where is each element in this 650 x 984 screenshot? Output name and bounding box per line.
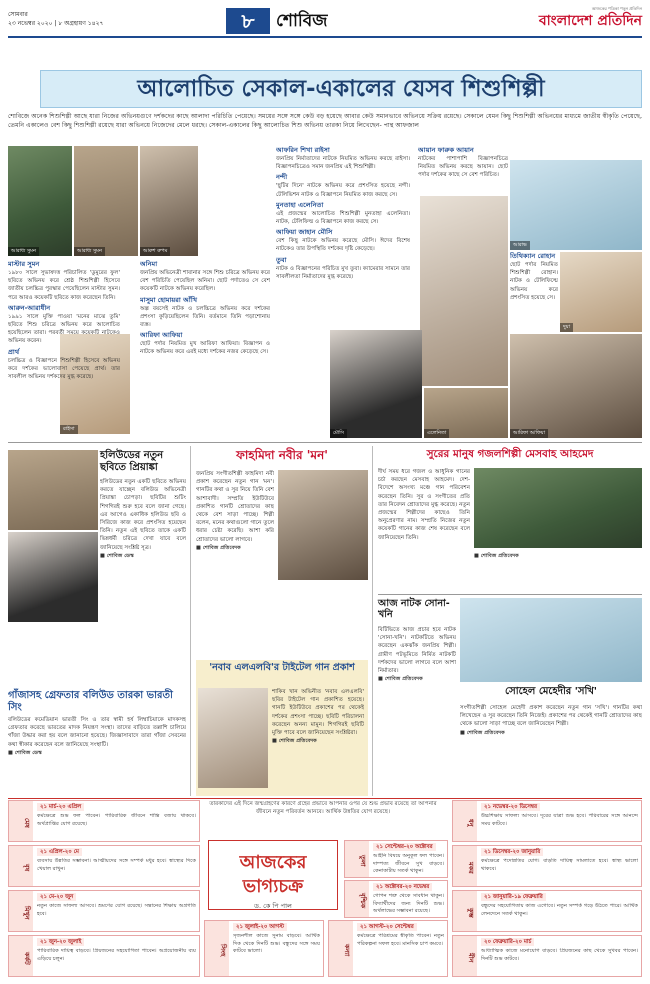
story-headline: গাঁজাসহ গ্রেফতার বলিউড তারকা ভারতী সিং — [8, 690, 173, 713]
divider — [8, 442, 642, 443]
story-body — [100, 478, 186, 678]
lead-headline-banner — [40, 70, 642, 108]
sign-date: ২১ জানুয়ারি-১৯ ফেব্রুয়ারি — [481, 893, 546, 901]
subhead: মুনতাহা এলেনিতা — [276, 200, 324, 209]
photo-caption: আরুশ রুপম — [140, 247, 170, 256]
weekday: সোমবার — [8, 11, 28, 18]
section-name: শোবিজ — [276, 11, 328, 31]
paragraph: ১৯৯১ সালে মুক্তি পাওয়া 'মনের মাঝে তুমি' ছবিতে শিশু চরিত্রে অভিনয় করে আলোচিত হয়েছিলেন তারা। পরবর্তী সময়ে কয়েকটি নাটকেও অভিনয় করেন। — [8, 313, 120, 345]
sign-name: বৃশ্চিক — [345, 881, 369, 917]
horoscope-title-box — [208, 840, 338, 910]
subhead: প্রার্থ — [8, 347, 20, 356]
horoscope-author: ড. কে পি পাল — [254, 902, 292, 910]
sign-text: নতুন কাজে সাফল্য আসবে। ভ্রমণের যোগ রয়েছে। সন্তানের শিক্ষায় অগ্রগতি হবে। — [37, 903, 196, 917]
photo-child-actor — [560, 252, 642, 332]
paragraph: জনপ্রিয় অভিনেত্রী শাবানার সঙ্গে শিশু চরিত্রে অভিনয় করে বেশ পরিচিতি পেয়েছিল অনিমা। ছোট পর্দাতেও সে বেশ কয়েকটি নাটকে অভিনয় করেছিল। — [140, 270, 270, 293]
paragraph: দীর্ঘ সময় ধরে গজল ও আধুনিক গানের চর্চা করছেন মেসবাহ আহমেদ। দেশ-বিদেশে অসংখ্য মঞ্চে গান পরিবেশন করেছেন তিনি। সুর ও সংগীতের প্রতি তার নিবেদন শ্রোতাদের মুগ্ধ করেছে। নতুন প্রজন্মের শিল্পীদের কাছেও তিনি অনুপ্রেরণার নাম। সম্প্রতি নিজের নতুন কয়েকটি গানের কাজ শেষ করেছেন বলে জানিয়েছেন তিনি। — [378, 469, 470, 541]
horoscope-card — [344, 840, 448, 878]
photo-caption: এলেনিতা — [424, 429, 449, 438]
date-block — [8, 10, 103, 28]
lead-column-5 — [510, 252, 558, 332]
horoscope-card — [8, 890, 200, 932]
photo-child-actor — [74, 146, 138, 256]
sign-text: কর্মক্ষেত্রে পরিশ্রমের স্বীকৃতি পাবেন। নতুন পরিকল্পনা সফল হবে। মানসিক চাপ কমবে। — [357, 933, 444, 947]
sign-text: কর্মক্ষেত্রে শুভ ফল পাবেন। পারিবারিক জীবনে শান্তি বজায় থাকবে। অর্থপ্রাপ্তির যোগ রয়েছে। — [37, 813, 196, 827]
story-body — [460, 704, 642, 796]
divider — [8, 798, 642, 799]
sign-text: উচ্চশিক্ষায় সাফল্য আসবে। দূরের যাত্রা শুভ হবে। পরিবারের সঙ্গে আনন্দে সময় কাটবে। — [481, 813, 638, 827]
logo-name: বাংলাদেশ প্রতিদিন — [538, 13, 642, 29]
subhead: মাসুমা হোমায়রা আঁখি — [140, 295, 198, 304]
lead-column-3 — [276, 146, 410, 330]
paragraph: জনপ্রিয় সংগীতশিল্পী ফাহমিদা নবী প্রকাশ করেছেন নতুন গান 'মন'। গানটির কথা ও সুর নিয়ে তিনি বেশ আশাবাদী। সম্প্রতি ইউটিউবে প্রকাশিত গানটি শ্রোতাদের কাছ থেকে বেশ সাড়া পাচ্ছে। শিল্পী বলেন, মনের কথাগুলো গানে তুলে ধরার চেষ্টা করেছি। আশা করি শ্রোতাদের ভালো লাগবে। — [196, 471, 274, 543]
subhead: আয়ান ফারুক আয়ান — [418, 146, 474, 154]
lead-intro: শোবিজে অনেক শিশুশিল্পী আছে যারা নিজের অভিনয়গুণে দর্শকদের কাছে আলাদা পরিচিতি পেয়েছে। সময়ের সঙ্গে সঙ্গে কেউ বড় হয়েছে আবার কেউ সমানভাবে অভিনয়ে সক্রিয় রয়েছে। সেকালে যেমন কিছু শিশুশিল্পী অভিনয়ের মাধ্যমে জাতীয় স্বীকৃতি পেয়েছে, তেমনি একালেও বেশ কিছু শিশুশিল্পী রয়েছে যারা অভিনয়ে নিজেদের মেলে ধরছে। সেকাল-একালের কিছু আলোচিত শিশু অভিনয় তারকা নিয়ে লিখেছেন- পান্থ আফজাল — [8, 113, 642, 129]
photo-child-actor — [8, 146, 72, 256]
paragraph: ১৯৮০ সালে সুভাষদত্ত পরিচালিত 'ডুমুরের ফুল' ছবিতে অভিনয় করে শ্রেষ্ঠ শিশুশিল্পী হিসেবে জাতীয় চলচ্চিত্র পুরস্কার পেয়েছিলেন মাস্টার সুমন। পরে আরও কয়েকটি ছবিতে কাজ করেছেন তিনি। — [8, 270, 120, 301]
photo-celebrity — [474, 468, 642, 548]
sign-text: কর্মক্ষেত্রে পদোন্নতির যোগ। বাড়তি দায়িত্ব সামলাতে হবে। স্বাস্থ্য ভালো থাকবে। — [481, 858, 638, 872]
sign-name: সিংহ — [205, 921, 229, 976]
paragraph: নাটকের পাশাপাশি বিজ্ঞাপনচিত্রে নিয়মিত অভিনয় করছে আয়ান। ছোট পর্দার দর্শকের কাছে সে বেশ পরিচিত। — [418, 156, 508, 179]
divider — [378, 594, 642, 595]
sign-text: পারিবারিক দায়িত্ব বাড়বে। প্রিয়জনের সহযোগিতা পাবেন। অপ্রয়োজনীয় ব্যয় এড়িয়ে চলুন। — [37, 948, 196, 962]
sign-date: ২১ ডিসেম্বর-২০ জানুয়ারি — [481, 848, 543, 856]
story-headline: আজ নাটক সোনা-খনি — [378, 598, 450, 621]
sign-name: মিথুন — [9, 891, 33, 931]
lead-column-4 — [418, 146, 508, 194]
sign-name: বৃষ — [9, 846, 33, 886]
photo-child-actor — [420, 196, 508, 386]
sign-name: কন্যা — [329, 921, 353, 976]
byline: ■ শোবিজ প্রতিবেদক — [378, 676, 423, 683]
photo-celebrity — [8, 532, 98, 622]
horoscope-card — [328, 920, 448, 977]
horoscope-intro: তারকাদের এই দিনে জন্মগ্রহণের কারণে গ্রহের প্রভাবে আপনার ওপর যে শুভ প্রভাব রয়েছে তা আপনার জীবনে নতুন পরিবর্তন আনবে। আর্থিক উন্নতির যোগ রয়েছে। — [209, 801, 437, 815]
subhead: তুবা — [276, 255, 287, 264]
photo-child-actor — [330, 330, 422, 438]
byline: ■ শোবিজ প্রতিবেদক — [196, 544, 241, 551]
lead-column-1 — [8, 260, 120, 440]
byline: ■ শোবিজ প্রতিবেদক — [474, 553, 519, 559]
byline: ■ শোবিজ প্রতিবেদক — [460, 729, 505, 736]
story-headline: ফাহমিদা নবীর 'মন' — [236, 448, 328, 462]
horoscope-section — [8, 800, 642, 978]
subhead: নন্দী — [276, 173, 288, 182]
date-line: ২৩ নভেম্বর ২০২০ | ৮ অগ্রহায়ণ ১৪২৭ — [8, 20, 104, 27]
sign-text: গোপন শত্রু থেকে সাবধান থাকুন। বিদ্যার্থীদের জন্য দিনটি শুভ। অর্থলাভের সম্ভাবনা রয়েছে। — [373, 893, 444, 915]
story-body — [378, 468, 470, 588]
photo-caption: আরাভ — [510, 241, 530, 250]
sign-name: মকর — [453, 846, 477, 886]
sign-text: আধ্যাত্মিক কাজে মনোযোগ বাড়বে। প্রিয়জনের কাছ থেকে সুখবর পাবেন। দিনটি শুভ কাটবে। — [481, 948, 638, 962]
subhead: অনিমা — [140, 260, 158, 268]
divider — [372, 446, 373, 796]
lead-headline: আলোচিত সেকাল-একালের যেসব শিশুশিল্পী — [137, 76, 545, 102]
paragraph: চলচ্চিত্র ও বিজ্ঞাপনে শিশুশিল্পী হিসেবে অভিনয় করে দর্শকের ভালোবাসা পেয়েছে প্রার্থ। তার সাবলীল অভিনয় দর্শকদের মুগ্ধ করেছে। — [8, 357, 120, 381]
logo-tagline: আজকের পত্রিকা পড়ুন প্রতিদিন — [591, 6, 642, 11]
page-number: ৮ — [226, 8, 270, 34]
paragraph: অল্প বয়সেই নাটক ও চলচ্চিত্রে অভিনয় করে দর্শকের প্রশংসা কুড়িয়েছিলেন তিনি। বর্তমানে তিনি পড়াশোনায় ব্যস্ত। — [140, 305, 270, 329]
horoscope-card — [8, 800, 200, 842]
sign-text: আইনি বিষয়ে অনুকূল ফল পাবেন। দাম্পত্য জীবনে সুখ বাড়বে। কেনাকাটায় সতর্ক থাকুন। — [373, 853, 444, 875]
subhead: মাস্টার সুমন — [8, 260, 40, 268]
paragraph: বিটিভিতে আজ প্রচার হবে নাটক 'সোনা-খনি'। নাটকটিতে অভিনয় করেছেন একঝাঁক জনপ্রিয় শিল্পী। গ্রামীণ পটভূমিতে নির্মিত নাটকটি দর্শকদের ভালো লাগবে বলে আশা নির্মাতার। — [378, 627, 456, 675]
photo-child-actor — [424, 388, 508, 438]
sign-name: মেষ — [9, 801, 33, 841]
photo-caption: আরাধ্য সুমন — [74, 247, 105, 256]
horoscope-card — [344, 880, 448, 918]
photo-celebrity — [8, 450, 98, 530]
sign-date: ২১ জুন-২০ জুলাই — [37, 938, 84, 946]
photo-caption: মৌসি — [330, 429, 347, 438]
sign-text: সৃজনশীল কাজে সুনাম বাড়বে। আর্থিক দিক থেকে দিনটি শুভ। বন্ধুদের সঙ্গে সময় কাটবে ভালো। — [233, 933, 320, 955]
sign-date: ২১ সেপ্টেম্বর-২০ অক্টোবর — [373, 843, 436, 851]
byline: ■ শোবিজ ডেস্ক — [8, 749, 42, 756]
horoscope-card — [204, 920, 324, 977]
sign-name: মীন — [453, 936, 477, 976]
sign-date: ২১ মে-২০ জুন — [37, 893, 76, 901]
paragraph: 'ছুটির দিনে' নাটকে অভিনয় করে প্রশংসিত হয়েছে নন্দী। টেলিভিশন নাটক ও বিজ্ঞাপনে নিয়মিত কাজ করছে সে। — [276, 183, 410, 198]
sign-date: ২১ নভেম্বর-২০ ডিসেম্বর — [481, 803, 540, 811]
horoscope-card — [452, 890, 642, 932]
horoscope-card — [452, 935, 642, 977]
divider — [190, 446, 191, 796]
byline: ■ শোবিজ প্রতিবেদক — [272, 738, 317, 745]
masthead-rule — [8, 36, 642, 38]
subhead: আরিফা আফিয়া — [140, 331, 183, 340]
story-body — [378, 626, 456, 744]
sign-date: ২১ মার্চ-২০ এপ্রিল — [37, 803, 84, 811]
story-headline: সুরের মানুষ গজলশিল্পী মেসবাহ আহমেদ — [426, 448, 594, 460]
masthead — [8, 6, 642, 56]
paragraph: ছোট পর্দার নিয়মিত মুখ আরিফা আফিয়া। বিজ্ঞাপন ও নাটকে অভিনয় করে এরই মধ্যে দর্শকের নজর কেড়েছে সে। — [140, 341, 270, 356]
story-body — [8, 716, 186, 796]
story-body — [196, 470, 274, 654]
story-headline: সোহেল মেহেদীর 'সখি' — [505, 686, 597, 697]
subhead: আফিয়া জাহান মৌসি — [276, 228, 333, 237]
lead-column-2 — [140, 260, 270, 440]
horoscope-card — [452, 800, 642, 842]
paragraph: এই প্রজন্মের আলোচিত শিশুশিল্পী মুনতাহা এলেনিতা। নাটক, টেলিফিল্ম ও বিজ্ঞাপনে কাজ করছে সে। — [276, 210, 410, 226]
story-headline: 'নবাব এলএলবি'র টাইটেল গান প্রকাশ — [209, 662, 355, 673]
sign-name: তুলা — [345, 841, 369, 877]
story-body — [272, 688, 364, 792]
paragraph: শাকিব খান অভিনীত 'নবাব এলএলবি' ছবির টাইটেল গান প্রকাশিত হয়েছে। গানটি ইউটিউবে প্রকাশের পর থেকেই দর্শকের প্রশংসা পাচ্ছে। ছবিটি পরিচালনা করেছেন অনন্য মামুন। শিগগিরই ছবিটি মুক্তি পাবে বলে জানিয়েছেন সংশ্লিষ্টরা। — [272, 689, 364, 737]
sign-text: ব্যবসায় উন্নতির সম্ভাবনা। আত্মীয়দের সঙ্গে সম্পর্ক মধুর হবে। স্বাস্থ্যের দিকে খেয়াল রাখুন। — [37, 858, 196, 872]
photo-child-actor — [140, 146, 198, 256]
photo-caption: আরিফা আফিয়া — [510, 429, 548, 438]
photo-celebrity — [460, 598, 642, 682]
photo-celebrity — [278, 470, 368, 580]
sign-date: ২০ ফেব্রুয়ারি-২০ মার্চ — [481, 938, 534, 946]
photo-caption: দুয়া — [560, 323, 573, 332]
photo-child-actor — [510, 334, 642, 438]
sign-date: ২১ জুলাই-২০ আগস্ট — [233, 923, 287, 931]
paragraph: সংগীতশিল্পী সোহেল মেহেদী প্রকাশ করেছেন নতুন গান 'সখি'। গানটির কথা লিখেছেন ও সুর করেছেন তিনি নিজেই। প্রকাশের পর থেকেই গানটি শ্রোতাদের কাছ থেকে ভালো সাড়া পাচ্ছে বলে জানিয়েছেন শিল্পী। — [460, 705, 642, 728]
photo-child-actor — [510, 160, 642, 250]
paragraph: বলিউডের কমেডিয়ান ভারতী সিং ও তার স্বামী হর্ষ লিম্বাচিয়াকে মাদকসহ গ্রেফতার করেছে ভারতের মাদক নিয়ন্ত্রণ সংস্থা। তাদের বাড়িতে তল্লাশি চালিয়ে গাঁজা উদ্ধার করা হয় বলে জানানো হয়েছে। জিজ্ঞাসাবাদে তারা গাঁজা সেবনের কথা স্বীকার করেছেন বলে জানিয়েছে সংস্থাটি। — [8, 717, 186, 748]
sign-date: ২১ অক্টোবর-২০ নভেম্বর — [373, 883, 432, 891]
paragraph: জনপ্রিয় নির্মাতাদের নাটকে নিয়মিত অভিনয় করছে রাইসা। বিজ্ঞাপনচিত্রেও সমান জনপ্রিয় এই শিশুশিল্পী। — [276, 156, 410, 171]
photo-caption: আরাধ্য সুমন — [8, 247, 39, 256]
horoscope-title: আজকের ভাগ্যচক্র — [239, 852, 307, 897]
photo-celebrity — [198, 688, 268, 788]
paragraph: নাটক ও বিজ্ঞাপনের পরিচিত মুখ তুবা। ক্যামেরার সামনে তার সাবলীলতা নির্মাতাদের মুগ্ধ করেছে। — [276, 265, 410, 280]
horoscope-card — [8, 845, 200, 887]
horoscope-card — [8, 935, 200, 977]
byline: ■ শোবিজ ডেস্ক — [100, 552, 134, 559]
subhead: তিথিক্যান রোহান — [510, 252, 556, 260]
paragraph: হলিউডের নতুন একটি ছবিতে অভিনয় করতে যাচ্ছেন বলিউড অভিনেত্রী প্রিয়াঙ্কা চোপড়া। ছবিটির শুটিং শিগগিরই শুরু হবে বলে জানা গেছে। এর আগেও একাধিক হলিউড ছবি ও সিরিজে কাজ করে প্রশংসিত হয়েছেন তিনি। নতুন এই ছবিতে তাকে একটি ভিন্নধর্মী চরিত্রে দেখা যাবে বলে জানিয়েছে সংশ্লিষ্ট সূত্র। — [100, 479, 186, 551]
sign-name: কর্কট — [9, 936, 33, 976]
horoscope-card — [452, 845, 642, 887]
sign-text: বন্ধুদের সহযোগিতায় কাজ এগোবে। নতুন সম্পর্ক গড়ে উঠতে পারে। আর্থিক লেনদেনে সতর্ক থাকুন। — [481, 903, 638, 917]
sign-name: ধনু — [453, 801, 477, 841]
subhead: আরুন-আরাধীন — [8, 303, 51, 312]
sign-date: ২১ আগস্ট-২০ সেপ্টেম্বর — [357, 923, 417, 931]
photo-caption: রাইসা — [60, 425, 78, 434]
paragraph: বেশ কিছু নাটকে অভিনয় করেছে মৌসি। ঈদের বিশেষ নাটকেও তার উপস্থিতি দর্শকের দৃষ্টি কেড়েছে। — [276, 238, 410, 253]
newspaper-logo[interactable] — [530, 6, 642, 30]
story-headline: হলিউডের নতুন ছবিতে প্রিয়াঙ্কা — [100, 450, 164, 473]
sign-name: কুম্ভ — [453, 891, 477, 931]
paragraph: ছোট পর্দার নিয়মিত শিশুশিল্পী রোহান। নাটক ও টেলিফিল্মে অভিনয় করে প্রশংসিত হয়েছে সে। — [510, 262, 558, 301]
sign-date: ২১ এপ্রিল-২০ মে — [37, 848, 82, 856]
story-body — [474, 552, 642, 586]
subhead: আফরিন শিখা রাইসা — [276, 146, 330, 154]
